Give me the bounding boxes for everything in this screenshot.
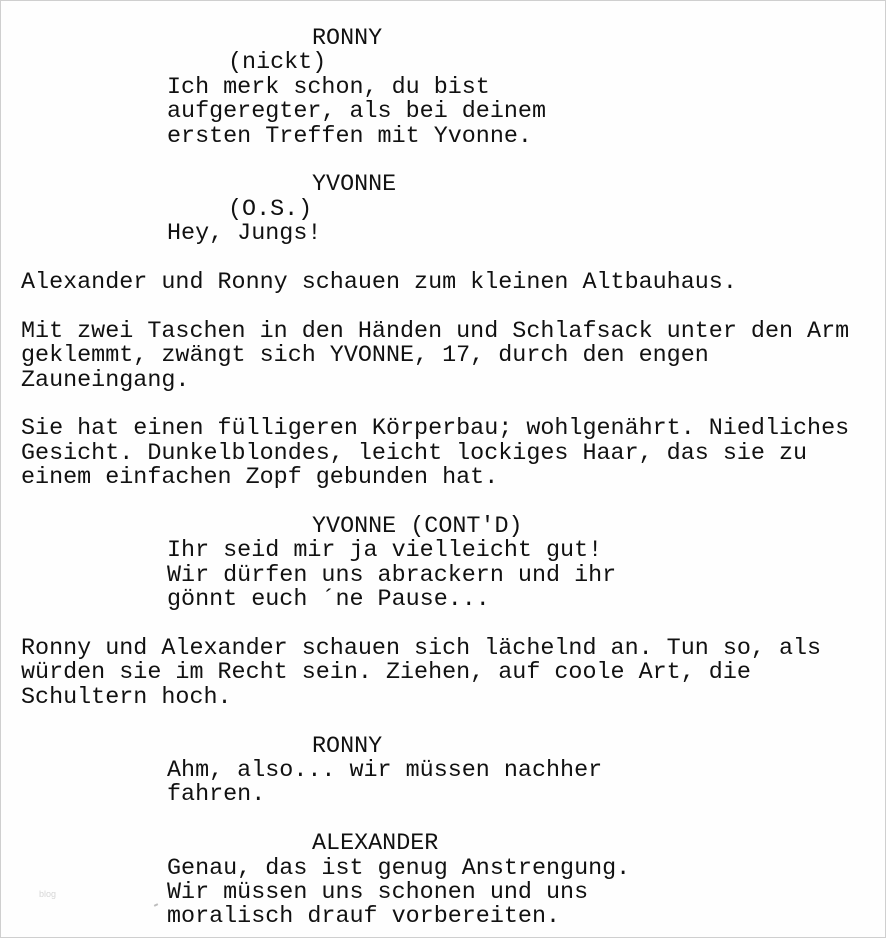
scan-speck	[154, 903, 158, 907]
watermark: blog	[39, 889, 57, 899]
dialogue-line: Genau, das ist genug Anstrengung.	[167, 855, 631, 882]
action-line: Schultern hoch.	[21, 684, 232, 711]
action-line: einem einfachen Zopf gebunden hat.	[21, 465, 499, 492]
dialogue-line: ersten Treffen mit Yvonne.	[167, 123, 532, 150]
action-line: Sie hat einen fülligeren Körperbau; wohlgenährt. Niedliches	[21, 416, 850, 443]
dialogue-line: fahren.	[167, 782, 266, 809]
action-line: Alexander und Ronny schauen zum kleinen Altbauhaus.	[21, 270, 737, 296]
action-line: geklemmt, zwängt sich YVONNE, 17, durch den engen	[21, 343, 709, 370]
dialogue-line: Wir müssen uns schonen und uns	[167, 880, 589, 906]
action-line: Mit zwei Taschen in den Händen und Schlafsack unter den Arm	[21, 318, 850, 345]
dialogue-line: moralisch drauf vorbereiten.	[167, 904, 561, 931]
dialogue-line: Wir dürfen uns abrackern und ihr	[167, 562, 617, 589]
dialogue-line: Ahm, also... wir müssen nachher	[167, 758, 603, 784]
dialogue-line: gönnt euch ´ne Pause...	[167, 587, 490, 614]
character-line: RONNY	[312, 733, 383, 760]
dialogue-line: aufgeregter, als bei deinem	[167, 99, 546, 126]
dialogue-line: Ihr seid mir ja vielleicht gut!	[167, 538, 603, 565]
character-line: YVONNE	[312, 172, 397, 199]
character-line: RONNY	[312, 26, 383, 52]
parenthetical-line: (O.S.)	[228, 196, 313, 223]
action-line: Ronny und Alexander schauen sich lächelnd an. Tun so, als	[21, 636, 822, 662]
action-line: Gesicht. Dunkelblondes, leicht lockiges Haar, das sie zu	[21, 440, 808, 467]
dialogue-line: Ich merk schon, du bist	[167, 74, 490, 101]
parenthetical-line: (nickt)	[228, 50, 327, 77]
character-line: ALEXANDER	[312, 831, 439, 858]
action-line: würden sie im Recht sein. Ziehen, auf coole Art, die	[21, 660, 751, 687]
character-line: YVONNE (CONT'D)	[312, 514, 523, 540]
action-line: Zauneingang.	[21, 367, 190, 394]
dialogue-line: Hey, Jungs!	[167, 221, 322, 248]
